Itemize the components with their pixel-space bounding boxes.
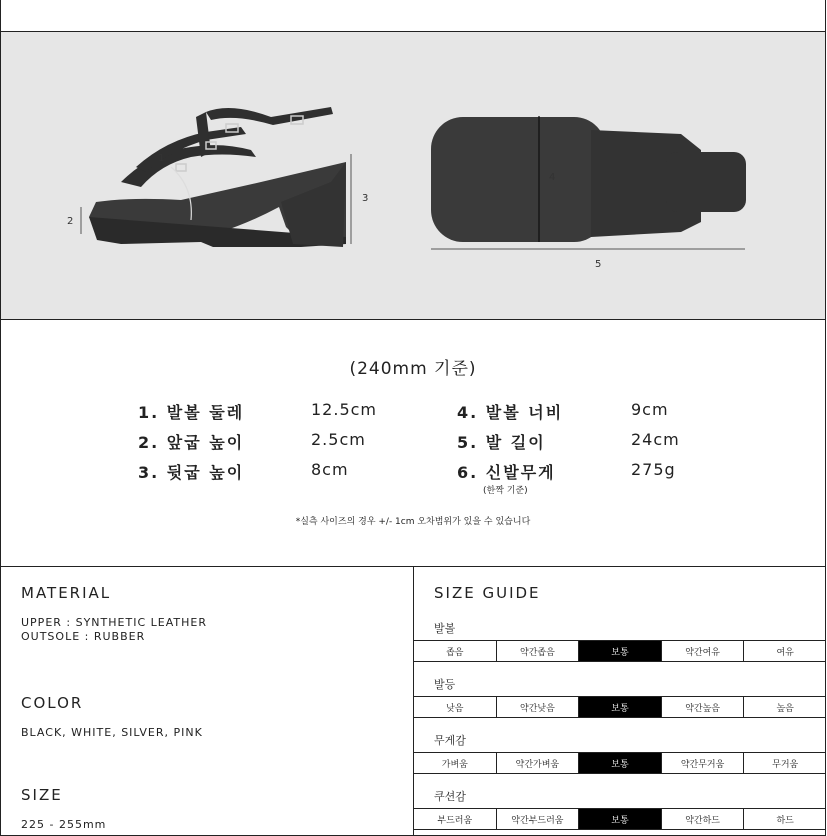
size-guide-label: 발볼 — [434, 622, 456, 635]
size-guide-option: 약간무거움 — [662, 753, 745, 773]
top-strip — [0, 0, 826, 32]
material-outsole: OUTSOLE : RUBBER — [21, 630, 146, 643]
spec-value: 275g — [631, 460, 676, 479]
spec-value: 12.5cm — [311, 400, 378, 419]
spec-label: 1. 발볼 둘레 — [138, 403, 245, 422]
spec-label: 5. 발 길이 — [457, 433, 546, 452]
product-info-panel — [0, 566, 414, 836]
size-guide-option-selected: 보통 — [579, 753, 662, 773]
shoe-diagram — [1, 32, 825, 319]
dimension-label-1: 1 — [158, 153, 165, 164]
size-guide-option: 약간부드러움 — [497, 809, 580, 829]
size-guide-panel — [413, 566, 826, 836]
spec-disclaimer: *실측 사이즈의 경우 +/- 1cm 오차범위가 있을 수 있습니다 — [295, 517, 531, 527]
size-guide-option: 약간좁음 — [497, 641, 580, 661]
size-guide-option: 약간가벼움 — [497, 753, 580, 773]
product-measurement-image — [0, 31, 826, 320]
size-guide-option: 좁음 — [414, 641, 497, 661]
color-title: COLOR — [21, 694, 84, 712]
dimension-label-4: 4 — [549, 172, 556, 183]
size-guide-title: SIZE GUIDE — [434, 584, 541, 602]
size-range: 225 - 255mm — [21, 818, 107, 831]
side-view-shoe — [81, 107, 351, 247]
size-title: SIZE — [21, 786, 63, 804]
size-guide-option-selected: 보통 — [579, 641, 662, 661]
size-guide-row — [414, 696, 826, 718]
material-title: MATERIAL — [21, 584, 112, 602]
spec-label: 4. 발볼 너비 — [457, 403, 564, 422]
size-guide-option-selected: 보통 — [579, 697, 662, 717]
size-guide-option: 약간낮음 — [497, 697, 580, 717]
material-upper: UPPER : SYNTHETIC LEATHER — [21, 616, 207, 629]
size-guide-option: 하드 — [776, 815, 794, 826]
color-values: BLACK, WHITE, SILVER, PINK — [21, 726, 203, 739]
size-guide-option: 무거움 — [772, 759, 799, 770]
sole-view-shoe — [431, 116, 746, 249]
spec-value: 9cm — [631, 400, 669, 419]
size-guide-option: 낮음 — [414, 697, 497, 717]
size-guide-option: 가벼움 — [414, 753, 497, 773]
dimension-label-5: 5 — [595, 259, 602, 270]
size-guide-option: 여유 — [776, 647, 794, 658]
spec-sub-note: (한짝 기준) — [483, 486, 528, 496]
size-guide-option: 부드러움 — [414, 809, 497, 829]
size-guide-option-selected: 보통 — [579, 809, 662, 829]
spec-label: 6. 신발무게 — [457, 463, 556, 482]
spec-value: 24cm — [631, 430, 680, 449]
spec-label: 3. 뒷굽 높이 — [138, 463, 245, 482]
measurement-spec-panel — [0, 319, 826, 567]
size-guide-label: 쿠션감 — [434, 790, 466, 803]
size-guide-row — [414, 640, 826, 662]
size-guide-option: 약간높음 — [662, 697, 745, 717]
size-guide-option: 높음 — [776, 703, 794, 714]
dimension-label-2: 2 — [67, 216, 74, 227]
size-guide-row — [414, 752, 826, 774]
size-guide-label: 무게감 — [434, 734, 466, 747]
dimension-label-3: 3 — [362, 193, 369, 204]
spec-label: 2. 앞굽 높이 — [138, 433, 245, 452]
spec-value: 2.5cm — [311, 430, 366, 449]
size-guide-option: 약간여유 — [662, 641, 745, 661]
spec-title: (240mm 기준) — [349, 359, 477, 379]
spec-value: 8cm — [311, 460, 349, 479]
size-guide-option: 약간하드 — [662, 809, 745, 829]
size-guide-label: 발등 — [434, 678, 456, 691]
